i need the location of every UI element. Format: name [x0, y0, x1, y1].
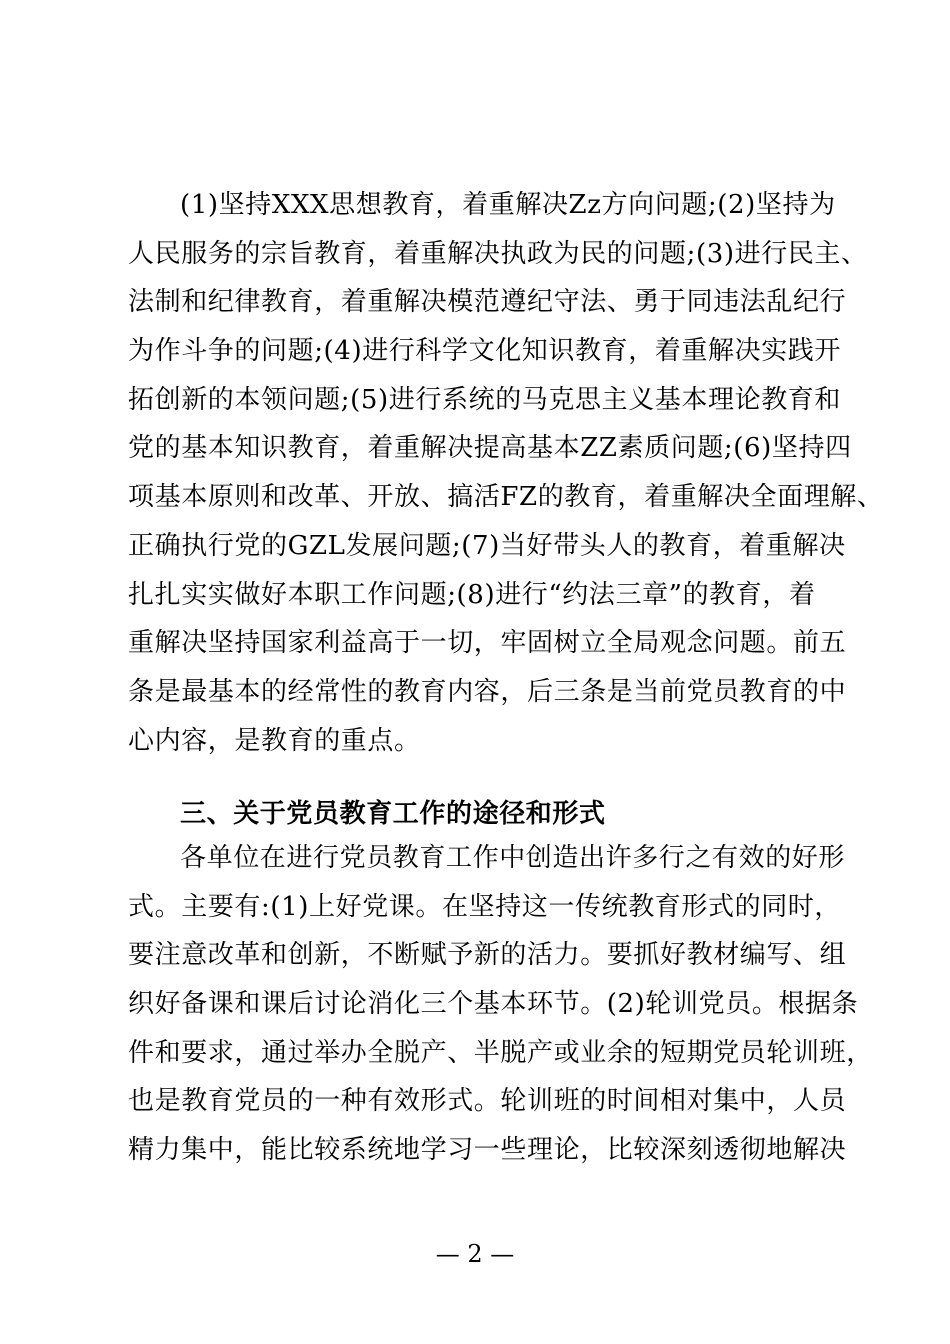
paragraph-education-forms — [128, 834, 873, 1175]
paragraph-line: 织好备课和课后讨论消化三个基本环节。(2)轮训党员。根据条 — [128, 989, 859, 1020]
paragraph-line: 精力集中，能比较系统地学习一些理论，比较深刻透彻地解决 — [128, 1135, 847, 1166]
paragraph-line: 心内容，是教育的重点。 — [128, 725, 421, 756]
paragraph-line: 式。主要有:(1)上好党课。在坚持这一传统教育形式的同时， — [128, 891, 841, 922]
paragraph-line: 要注意改革和创新，不断赋予新的活力。要抓好教材编写、组 — [128, 940, 847, 971]
paragraph-line: 拓创新的本领问题;(5)进行系统的马克思主义基本理论教育和 — [128, 384, 841, 415]
section-heading — [128, 790, 848, 839]
paragraph-line: 党的基本知识教育，着重解决提高基本ZZ素质问题;(6)坚持四 — [128, 433, 852, 464]
paragraph-education-content — [128, 181, 884, 765]
section-heading-text: 三、关于党员教育工作的途径和形式 — [180, 799, 606, 829]
paragraph-line: 扎扎实实做好本职工作问题;(8)进行“约法三章”的教育，着 — [128, 579, 816, 610]
page-number: — 2 — — [435, 1240, 515, 1268]
paragraph-line: 件和要求，通过举办全脱产、半脱产或业余的短期党员轮训班， — [128, 1037, 873, 1068]
paragraph-line: 人民服务的宗旨教育，着重解决执政为民的问题;(3)进行民主、 — [128, 238, 868, 269]
paragraph-line: (1)坚持XXX思想教育，着重解决Zz方向问题;(2)坚持为 — [180, 190, 836, 220]
paragraph-line: 各单位在进行党员教育工作中创造出许多行之有效的好形 — [180, 843, 846, 873]
paragraph-line: 为作斗争的问题;(4)进行科学文化知识教育，着重解决实践开 — [128, 336, 841, 367]
paragraph-line: 重解决坚持国家利益高于一切，牢固树立全局观念问题。前五 — [128, 628, 847, 659]
paragraph-line: 法制和纪律教育，着重解决模范遵纪守法、勇于同违法乱纪行 — [128, 287, 847, 318]
paragraph-line: 也是教育党员的一种有效形式。轮训班的时间相对集中，人员 — [128, 1086, 847, 1117]
paragraph-line: 正确执行党的GZL发展问题;(7)当好带头人的教育，着重解决 — [128, 530, 846, 561]
paragraph-line: 项基本原则和改革、开放、搞活FZ的教育，着重解决全面理解、 — [128, 482, 884, 513]
paragraph-line: 条是最基本的经常性的教育内容，后三条是当前党员教育的中 — [128, 676, 847, 707]
